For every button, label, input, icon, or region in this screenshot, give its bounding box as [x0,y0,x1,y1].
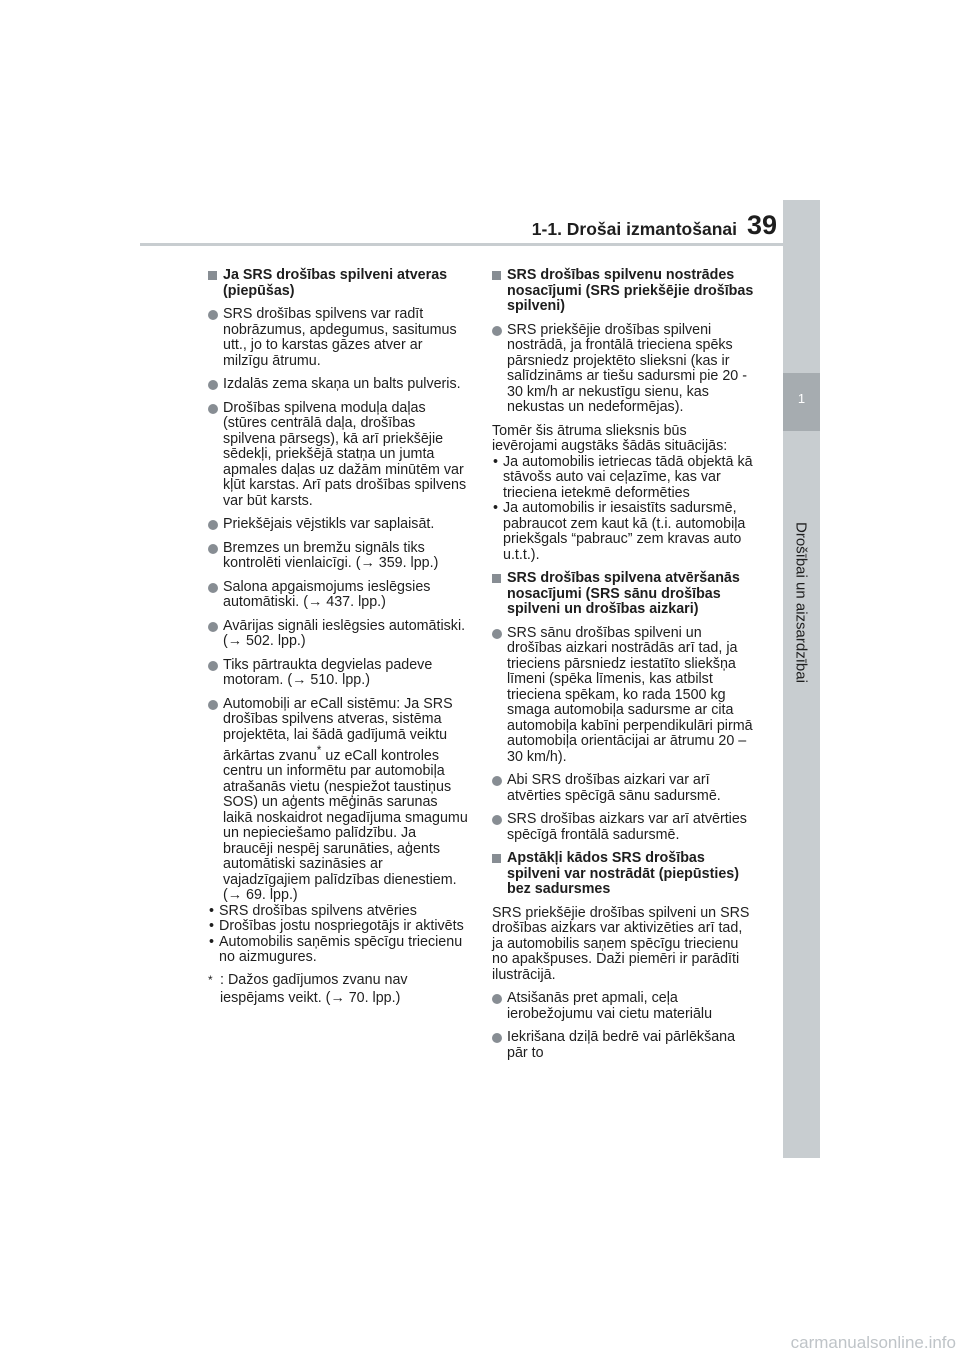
dash-item: • Ja automobilis ir iesaistīts sadursmē, pabraucot zem kaut kā (t.i. automobiļa priekšgals “pabrauc” zem kravas auto u.t.t.). [493,500,746,563]
watermark: carmanualsonline.info [790,1333,956,1352]
bullet-item: Tiks pārtraukta degvielas padeve motoram. (→ 510. lpp.) [208,658,470,689]
circle-bullet-icon [492,994,502,1004]
circle-bullet-icon [208,380,218,390]
bullet-item: Atsišanās pret apmali, ceļa ierobežojumu vai cietu materiālu [492,991,754,1022]
bullet-item: Priekšējais vējstikls var saplaisāt. [208,517,470,533]
page-number: 39 [746,210,778,240]
header-rule [140,243,783,246]
circle-bullet-icon [492,776,502,786]
circle-bullet-icon [208,544,218,554]
bullet-item: Abi SRS drošības aizkari var arī atvērties spēcīgā sānu sadursmē. [492,773,754,804]
bullet-item: SRS sānu drošības spilveni un drošības aizkari nostrādās arī tad, ja trieciens pārsniedz iestatīto sliekšņa līmeni (spēka līmenis, kas atbilst trieciena spēkam, ko rada 1500 kg smaga automobiļa sadursme ar cita automobiļa kabīni perpendikulāri pirmā automobiļa orientācijai ar ātrumu 20 – 30 km/h). [492,626,754,766]
chapter-label: Drošībai un aizsardzībai [792,522,810,683]
circle-bullet-icon [208,583,218,593]
section-title: 1-1. Drošai izmantošanai [531,219,737,239]
bullet-item: Iekrišana dziļā bedrē vai pārlēkšana pār to [492,1030,754,1061]
footnote: * : Dažos gadījumos zvanu nav iespējams veikt. (→ 70. lpp.) [208,971,408,1006]
dash-item: • Ja automobilis ietriecas tādā objektā kā stāvošs auto vai ceļazīme, kas var trieciena ietekmē deformēties [493,453,753,501]
ecall-bullet: Automobiļi ar eCall sistēmu: Ja SRS drošības spilvens atveras, sistēma projektēta, lai šādā gadījumā veiktu ārkārtas zvanu* uz eCall kontroles centru un informētu par automobiļa atrašanās vietu (nespiežot taustiņus SOS) un aģents mēģinās sarunas laikā noskaidrot negadījuma smagumu un nepieciešamo palīdzību. Ja braucēji nespēj sarunāties, aģents automātiski sazināsies ar vajadzīgajiem palīdzības dienestiem. (→ 69. lpp.) [208,697,470,904]
bullet-item: Avārijas signāli ieslēgsies automātiski. (→ 502. lpp.) [208,619,470,650]
circle-bullet-icon [208,520,218,530]
left-column [208,268,470,1007]
square-bullet-icon [208,271,217,280]
bullet-item: Drošības spilvena moduļa daļas (stūres centrālā daļa, drošības spilvena pārsegs), kā arī priekšējie sēdekļi, priekšējā statņa un jumta apmales daļas uz dažām minūtēm var kļūt karstas. Arī pats drošības spilvens var būt karsts. [208,401,470,510]
bullet-item: SRS priekšējie drošības spilveni nostrādā, ja frontālā trieciena spēks pārsniedz projektēto slieksni (kas ir salīdzināms ar tiešu sadursmi pie 20 - 30 km/h ar nekustīgu sienu, kas nekustas un nedeformējas). [492,323,754,416]
dash-item: • SRS drošības spilvens atvēries [209,902,417,919]
circle-bullet-icon [208,661,218,671]
section-heading: Apstākļi kādos SRS drošības spilveni var nostrādāt (piepūsties) bez sadursmes [492,851,754,898]
circle-bullet-icon [492,1033,502,1043]
bullet-item: Bremzes un bremžu signāls tiks kontrolēti vienlaicīgi. (→ 359. lpp.) [208,541,470,572]
circle-bullet-icon [492,326,502,336]
square-bullet-icon [492,854,501,863]
circle-bullet-icon [208,404,218,414]
section-heading: SRS drošības spilvenu nostrādes nosacījumi (SRS priekšējie drošības spilveni) [492,268,754,315]
section-heading: Ja SRS drošības spilveni atveras (piepūšas) [208,268,470,299]
bullet-item: SRS drošības spilvens var radīt nobrāzumus, apdegumus, sasitumus utt., jo to karstas gāzes atver ar milzīgu ātrumu. [208,307,470,369]
circle-bullet-icon [208,700,218,710]
bullet-item: SRS drošības aizkars var arī atvērties spēcīgā frontālā sadursmē. [492,812,754,843]
dash-item: • Automobilis saņēmis spēcīgu triecienu no aizmugures. [209,933,463,966]
square-bullet-icon [492,271,501,280]
paragraph: SRS priekšējie drošības spilveni un SRS drošības aizkars var aktivizēties arī tad, ja automobilis saņem spēcīgu triecienu no apakšpuses. Daži piemēri ir parādīti ilustrācijā. [492,904,750,983]
bullet-item: Izdalās zema skaņa un balts pulveris. [208,377,470,393]
circle-bullet-icon [208,622,218,632]
chapter-number: 1 [797,391,806,406]
bullet-item: Salona apgaismojums ieslēgsies automātiski. (→ 437. lpp.) [208,580,470,611]
paragraph: Tomēr šis ātruma slieksnis būs ievērojami augstāks šādās situācijās: [492,422,728,454]
section-heading: SRS drošības spilvena atvēršanās nosacījumi (SRS sānu drošības spilveni un drošības aizkari) [492,571,754,618]
circle-bullet-icon [492,815,502,825]
square-bullet-icon [492,574,501,583]
dash-item: • Drošības jostu nospriegotājs ir aktivēts [209,918,464,935]
right-column [492,268,754,1069]
circle-bullet-icon [492,629,502,639]
circle-bullet-icon [208,310,218,320]
